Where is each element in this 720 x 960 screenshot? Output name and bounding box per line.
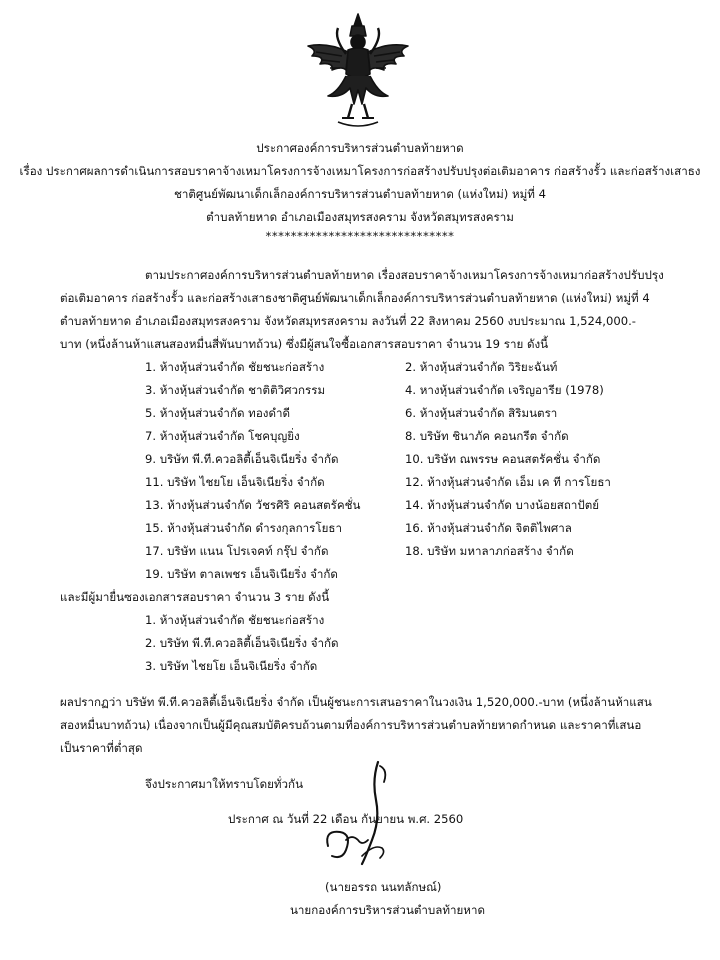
buyer-item: 3. ห้างหุ้นส่วนจำกัด ชาติติวิศวกรรม bbox=[145, 383, 326, 397]
submitter-item: 1. ห้างหุ้นส่วนจำกัด ชัยชนะก่อสร้าง bbox=[145, 613, 325, 627]
buyer-item: 19. บริษัท ตาลเพชร เอ็นจิเนียริ่ง จำกัด bbox=[145, 567, 338, 581]
intro-line-3: ตำบลท้ายหาด อำเภอเมืองสมุทรสงคราม จังหวัดสมุทรสงคราม ลงวันที่ 22 สิงหาคม 2560 งบประมาณ 1,524,000.- bbox=[60, 314, 636, 328]
subject-line-1: เรื่อง ประกาศผลการดำเนินการสอบราคาจ้างเหมาโครงการจ้างเหมาโครงการก่อสร้างปรับปรุงต่อเติมอาคาร ก่อสร้างรั้ว และก่อสร้างเสาธง bbox=[19, 164, 701, 178]
date-line: ประกาศ ณ วันที่ 22 เดือน กันยายน พ.ศ. 2560 bbox=[228, 812, 464, 826]
subject-line-2: ชาติศูนย์พัฒนาเด็กเล็กองค์การบริหารส่วนตำบลท้ายหาด (แห่งใหม่) หมู่ที่ 4 bbox=[173, 187, 546, 201]
buyer-item: 8. บริษัท ชินาภัค คอนกรีต จำกัด bbox=[405, 429, 569, 443]
handwritten-signature bbox=[322, 760, 422, 872]
buyer-item: 10. บริษัท ณพรรษ คอนสตรัคชั่น จำกัด bbox=[405, 452, 601, 466]
submitters-intro: และมีผู้มายื่นซองเอกสารสอบราคา จำนวน 3 ราย ดังนี้ bbox=[60, 590, 330, 604]
buyer-item: 2. ห้างหุ้นส่วนจำกัด วิริยะฉันท์ bbox=[405, 360, 558, 374]
signer-title: นายกองค์การบริหารส่วนตำบลท้ายหาด bbox=[290, 903, 485, 917]
separator-line: ****************************** bbox=[265, 229, 455, 243]
buyer-item: 5. ห้างหุ้นส่วนจำกัด ทองดำดี bbox=[145, 406, 291, 420]
garuda-emblem bbox=[298, 12, 418, 130]
result-line-2: สองหมื่นบาทถ้วน) เนื่องจากเป็นผู้มีคุณสมบัติครบถ้วนตามที่องค์การบริหารส่วนตำบลท้ายหาดกำหนด และราคาที่เสนอ bbox=[60, 718, 642, 732]
signer-name: (นายอรรถ นนทลักษณ์) bbox=[325, 880, 442, 894]
buyer-item: 7. ห้างหุ้นส่วนจำกัด โชคบุญยิ่ง bbox=[145, 429, 300, 443]
intro-line-1: ตามประกาศองค์การบริหารส่วนตำบลท้ายหาด เรื่องสอบราคาจ้างเหมาโครงการจ้างเหมาก่อสร้างปรับปรุง bbox=[145, 268, 664, 282]
result-line-3: เป็นราคาที่ต่ำสุด bbox=[60, 741, 143, 755]
buyer-item: 11. บริษัท ไชยโย เอ็นจิเนียริ่ง จำกัด bbox=[145, 475, 325, 489]
subject-line-3: ตำบลท้ายหาด อำเภอเมืองสมุทรสงคราม จังหวัดสมุทรสงคราม bbox=[206, 210, 514, 224]
submitter-item: 3. บริษัท ไชยโย เอ็นจิเนียริ่ง จำกัด bbox=[145, 659, 318, 673]
buyer-item: 12. ห้างหุ้นส่วนจำกัด เอ็ม เค ที การโยธา bbox=[405, 475, 611, 489]
intro-line-2: ต่อเติมอาคาร ก่อสร้างรั้ว และก่อสร้างเสาธงชาติศูนย์พัฒนาเด็กเล็กองค์การบริหารส่วนตำบลท้ายหาด (แห่งใหม่) หมู่ที่ 4 bbox=[60, 291, 650, 305]
buyer-item: 16. ห้างหุ้นส่วนจำกัด จิตติไพศาล bbox=[405, 521, 572, 535]
intro-line-4: บาท (หนึ่งล้านห้าแสนสองหมื่นสี่พันบาทถ้วน) ซึ่งมีผู้สนใจซื้อเอกสารสอบราคา จำนวน 19 ราย ดังนี้ bbox=[60, 337, 549, 351]
buyer-item: 6. ห้างหุ้นส่วนจำกัด สิริมนตรา bbox=[405, 406, 558, 420]
buyer-item: 17. บริษัท แนน โปรเจคท์ กรุ๊ป จำกัด bbox=[145, 544, 329, 558]
submitter-item: 2. บริษัท พี.ที.ควอลิตี้เอ็นจิเนียริ่ง จำกัด bbox=[145, 636, 339, 650]
result-line-1: ผลปรากฏว่า บริษัท พี.ที.ควอลิตี้เอ็นจิเนียริ่ง จำกัด เป็นผู้ชนะการเสนอราคาในวงเงิน 1,520,000.-บาท (หนึ่งล้านห้าแสน bbox=[60, 695, 652, 709]
buyer-item: 18. บริษัท มหาลาภก่อสร้าง จำกัด bbox=[405, 544, 574, 558]
buyer-item: 13. ห้างหุ้นส่วนจำกัด วัชรศิริ คอนสตรัคชั่น bbox=[145, 498, 361, 512]
buyer-item: 9. บริษัท พี.ที.ควอลิตี้เอ็นจิเนียริ่ง จำกัด bbox=[145, 452, 339, 466]
announce-line: จึงประกาศมาให้ทราบโดยทั่วกัน bbox=[145, 777, 303, 791]
buyer-item: 14. ห้างหุ้นส่วนจำกัด บางน้อยสถาปัตย์ bbox=[405, 498, 600, 512]
buyer-item: 4. หางหุ้นส่วนจำกัด เจริญอารีย (1978) bbox=[405, 383, 604, 397]
buyer-item: 15. ห้างหุ้นส่วนจำกัด ดำรงกุลการโยธา bbox=[145, 521, 342, 535]
buyer-item: 1. ห้างหุ้นส่วนจำกัด ชัยชนะก่อสร้าง bbox=[145, 360, 325, 374]
announcement-org-title: ประกาศองค์การบริหารส่วนตำบลท้ายหาด bbox=[256, 141, 464, 155]
